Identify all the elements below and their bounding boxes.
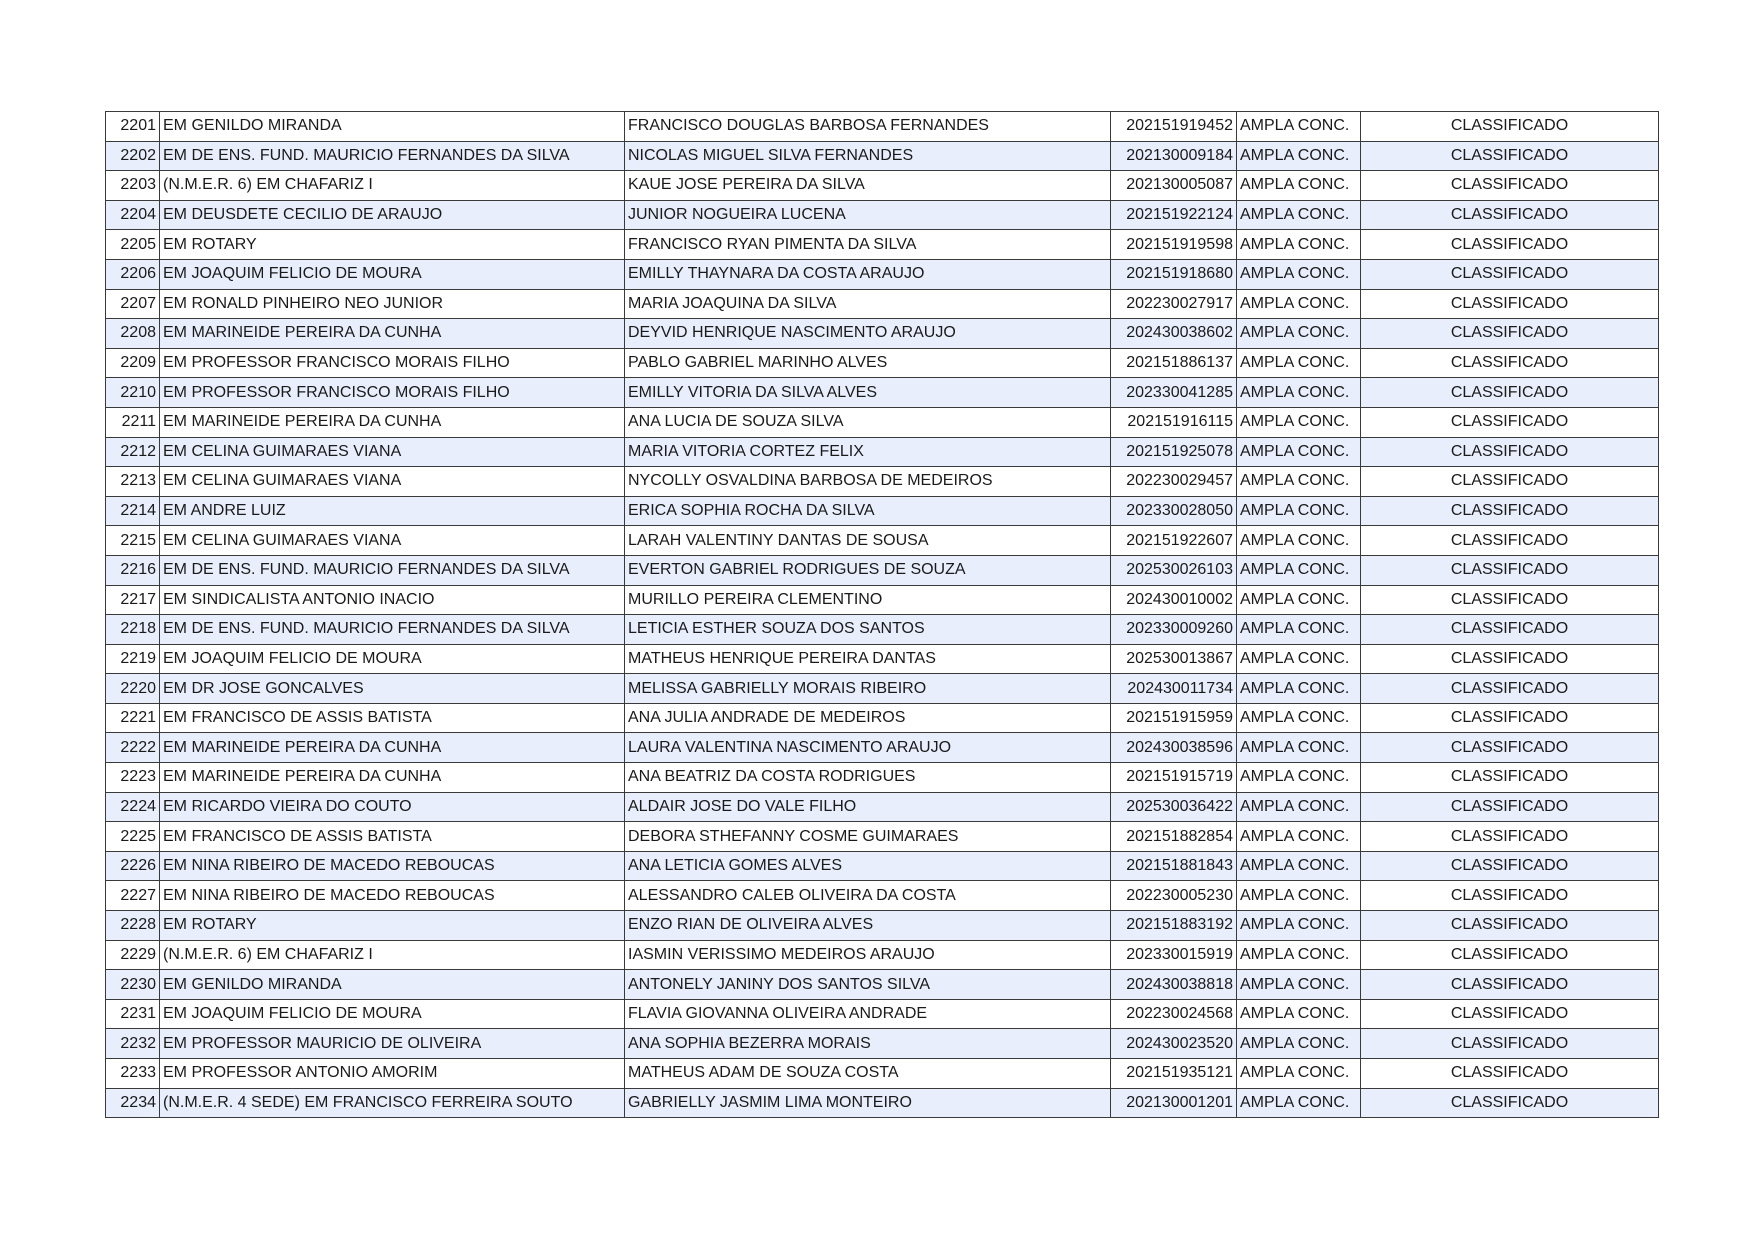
table-row [106, 851, 1659, 881]
competition-type-cell: AMPLA CONC. [1237, 526, 1361, 556]
student-name-cell: LARAH VALENTINY DANTAS DE SOUSA [625, 526, 1111, 556]
table-row [106, 526, 1659, 556]
student-name-cell: ANA JULIA ANDRADE DE MEDEIROS [625, 703, 1111, 733]
row-number-cell: 2222 [106, 733, 160, 763]
competition-type-cell: AMPLA CONC. [1237, 999, 1361, 1029]
status-cell: CLASSIFICADO [1361, 555, 1659, 585]
registration-id-cell: 202430010002 [1111, 585, 1237, 615]
status-cell: CLASSIFICADO [1361, 259, 1659, 289]
table-row [106, 674, 1659, 704]
school-cell: EM GENILDO MIRANDA [160, 970, 625, 1000]
competition-type-cell: AMPLA CONC. [1237, 881, 1361, 911]
competition-type-cell: AMPLA CONC. [1237, 911, 1361, 941]
competition-type-cell: AMPLA CONC. [1237, 171, 1361, 201]
row-number-cell: 2217 [106, 585, 160, 615]
row-number-cell: 2223 [106, 763, 160, 793]
school-cell: EM MARINEIDE PEREIRA DA CUNHA [160, 407, 625, 437]
registration-id-cell: 202151881843 [1111, 851, 1237, 881]
competition-type-cell: AMPLA CONC. [1237, 555, 1361, 585]
school-cell: EM DE ENS. FUND. MAURICIO FERNANDES DA SILVA [160, 141, 625, 171]
row-number-cell: 2206 [106, 259, 160, 289]
table-row [106, 940, 1659, 970]
registration-id-cell: 202151922124 [1111, 200, 1237, 230]
student-name-cell: GABRIELLY JASMIM LIMA MONTEIRO [625, 1088, 1111, 1118]
table-row [106, 348, 1659, 378]
table-row [106, 644, 1659, 674]
row-number-cell: 2204 [106, 200, 160, 230]
status-cell: CLASSIFICADO [1361, 940, 1659, 970]
student-name-cell: DEBORA STHEFANNY COSME GUIMARAES [625, 822, 1111, 852]
school-cell: EM NINA RIBEIRO DE MACEDO REBOUCAS [160, 851, 625, 881]
table-row [106, 911, 1659, 941]
school-cell: EM DE ENS. FUND. MAURICIO FERNANDES DA SILVA [160, 615, 625, 645]
table-row [106, 703, 1659, 733]
row-number-cell: 2231 [106, 999, 160, 1029]
row-number-cell: 2234 [106, 1088, 160, 1118]
student-name-cell: DEYVID HENRIQUE NASCIMENTO ARAUJO [625, 319, 1111, 349]
registration-id-cell: 202230024568 [1111, 999, 1237, 1029]
student-name-cell: FLAVIA GIOVANNA OLIVEIRA ANDRADE [625, 999, 1111, 1029]
school-cell: EM DEUSDETE CECILIO DE ARAUJO [160, 200, 625, 230]
competition-type-cell: AMPLA CONC. [1237, 615, 1361, 645]
school-cell: EM ROTARY [160, 230, 625, 260]
table-row [106, 141, 1659, 171]
student-name-cell: PABLO GABRIEL MARINHO ALVES [625, 348, 1111, 378]
status-cell: CLASSIFICADO [1361, 378, 1659, 408]
registration-id-cell: 202230005230 [1111, 881, 1237, 911]
competition-type-cell: AMPLA CONC. [1237, 407, 1361, 437]
school-cell: EM FRANCISCO DE ASSIS BATISTA [160, 822, 625, 852]
row-number-cell: 2208 [106, 319, 160, 349]
table-row [106, 407, 1659, 437]
table-row [106, 822, 1659, 852]
competition-type-cell: AMPLA CONC. [1237, 259, 1361, 289]
school-cell: EM CELINA GUIMARAES VIANA [160, 467, 625, 497]
student-name-cell: ANA LETICIA GOMES ALVES [625, 851, 1111, 881]
school-cell: EM RONALD PINHEIRO NEO JUNIOR [160, 289, 625, 319]
row-number-cell: 2224 [106, 792, 160, 822]
registration-id-cell: 202130009184 [1111, 141, 1237, 171]
status-cell: CLASSIFICADO [1361, 526, 1659, 556]
student-name-cell: FRANCISCO DOUGLAS BARBOSA FERNANDES [625, 112, 1111, 142]
table-row [106, 792, 1659, 822]
table-row [106, 496, 1659, 526]
row-number-cell: 2210 [106, 378, 160, 408]
status-cell: CLASSIFICADO [1361, 1088, 1659, 1118]
school-cell: EM GENILDO MIRANDA [160, 112, 625, 142]
registration-id-cell: 202430038596 [1111, 733, 1237, 763]
row-number-cell: 2233 [106, 1059, 160, 1089]
status-cell: CLASSIFICADO [1361, 171, 1659, 201]
table-row [106, 319, 1659, 349]
table-row [106, 615, 1659, 645]
school-cell: (N.M.E.R. 6) EM CHAFARIZ I [160, 940, 625, 970]
status-cell: CLASSIFICADO [1361, 733, 1659, 763]
registration-id-cell: 202230027917 [1111, 289, 1237, 319]
student-name-cell: MATHEUS ADAM DE SOUZA COSTA [625, 1059, 1111, 1089]
competition-type-cell: AMPLA CONC. [1237, 230, 1361, 260]
student-name-cell: KAUE JOSE PEREIRA DA SILVA [625, 171, 1111, 201]
school-cell: EM MARINEIDE PEREIRA DA CUNHA [160, 763, 625, 793]
table-row [106, 970, 1659, 1000]
status-cell: CLASSIFICADO [1361, 319, 1659, 349]
registration-id-cell: 202530026103 [1111, 555, 1237, 585]
registration-id-cell: 202151882854 [1111, 822, 1237, 852]
status-cell: CLASSIFICADO [1361, 289, 1659, 319]
competition-type-cell: AMPLA CONC. [1237, 1088, 1361, 1118]
row-number-cell: 2228 [106, 911, 160, 941]
student-name-cell: NICOLAS MIGUEL SILVA FERNANDES [625, 141, 1111, 171]
student-name-cell: ANA LUCIA DE SOUZA SILVA [625, 407, 1111, 437]
status-cell: CLASSIFICADO [1361, 348, 1659, 378]
school-cell: EM NINA RIBEIRO DE MACEDO REBOUCAS [160, 881, 625, 911]
registration-id-cell: 202151886137 [1111, 348, 1237, 378]
competition-type-cell: AMPLA CONC. [1237, 112, 1361, 142]
school-cell: EM DE ENS. FUND. MAURICIO FERNANDES DA SILVA [160, 555, 625, 585]
competition-type-cell: AMPLA CONC. [1237, 703, 1361, 733]
registration-id-cell: 202330015919 [1111, 940, 1237, 970]
school-cell: (N.M.E.R. 6) EM CHAFARIZ I [160, 171, 625, 201]
results-table [105, 111, 1659, 1118]
status-cell: CLASSIFICADO [1361, 911, 1659, 941]
registration-id-cell: 202430038602 [1111, 319, 1237, 349]
competition-type-cell: AMPLA CONC. [1237, 437, 1361, 467]
competition-type-cell: AMPLA CONC. [1237, 1029, 1361, 1059]
competition-type-cell: AMPLA CONC. [1237, 851, 1361, 881]
status-cell: CLASSIFICADO [1361, 1029, 1659, 1059]
registration-id-cell: 202530013867 [1111, 644, 1237, 674]
row-number-cell: 2212 [106, 437, 160, 467]
student-name-cell: MELISSA GABRIELLY MORAIS RIBEIRO [625, 674, 1111, 704]
row-number-cell: 2229 [106, 940, 160, 970]
row-number-cell: 2202 [106, 141, 160, 171]
student-name-cell: ANA SOPHIA BEZERRA MORAIS [625, 1029, 1111, 1059]
school-cell: EM RICARDO VIEIRA DO COUTO [160, 792, 625, 822]
status-cell: CLASSIFICADO [1361, 763, 1659, 793]
school-cell: EM SINDICALISTA ANTONIO INACIO [160, 585, 625, 615]
competition-type-cell: AMPLA CONC. [1237, 644, 1361, 674]
registration-id-cell: 202151925078 [1111, 437, 1237, 467]
competition-type-cell: AMPLA CONC. [1237, 940, 1361, 970]
table-row [106, 259, 1659, 289]
row-number-cell: 2230 [106, 970, 160, 1000]
table-row [106, 112, 1659, 142]
competition-type-cell: AMPLA CONC. [1237, 348, 1361, 378]
school-cell: EM ANDRE LUIZ [160, 496, 625, 526]
status-cell: CLASSIFICADO [1361, 970, 1659, 1000]
status-cell: CLASSIFICADO [1361, 585, 1659, 615]
registration-id-cell: 202151919452 [1111, 112, 1237, 142]
student-name-cell: EMILLY VITORIA DA SILVA ALVES [625, 378, 1111, 408]
table-row [106, 200, 1659, 230]
school-cell: EM PROFESSOR MAURICIO DE OLIVEIRA [160, 1029, 625, 1059]
school-cell: EM DR JOSE GONCALVES [160, 674, 625, 704]
school-cell: EM FRANCISCO DE ASSIS BATISTA [160, 703, 625, 733]
table-row [106, 585, 1659, 615]
school-cell: EM ROTARY [160, 911, 625, 941]
table-row [106, 437, 1659, 467]
status-cell: CLASSIFICADO [1361, 467, 1659, 497]
student-name-cell: ANA BEATRIZ DA COSTA RODRIGUES [625, 763, 1111, 793]
competition-type-cell: AMPLA CONC. [1237, 378, 1361, 408]
registration-id-cell: 202151922607 [1111, 526, 1237, 556]
table-row [106, 230, 1659, 260]
registration-id-cell: 202151915959 [1111, 703, 1237, 733]
school-cell: EM JOAQUIM FELICIO DE MOURA [160, 644, 625, 674]
row-number-cell: 2220 [106, 674, 160, 704]
table-row [106, 1029, 1659, 1059]
row-number-cell: 2209 [106, 348, 160, 378]
student-name-cell: ALDAIR JOSE DO VALE FILHO [625, 792, 1111, 822]
status-cell: CLASSIFICADO [1361, 999, 1659, 1029]
registration-id-cell: 202151883192 [1111, 911, 1237, 941]
registration-id-cell: 202151935121 [1111, 1059, 1237, 1089]
student-name-cell: ENZO RIAN DE OLIVEIRA ALVES [625, 911, 1111, 941]
registration-id-cell: 202330028050 [1111, 496, 1237, 526]
student-name-cell: ANTONELY JANINY DOS SANTOS SILVA [625, 970, 1111, 1000]
status-cell: CLASSIFICADO [1361, 141, 1659, 171]
student-name-cell: FRANCISCO RYAN PIMENTA DA SILVA [625, 230, 1111, 260]
competition-type-cell: AMPLA CONC. [1237, 289, 1361, 319]
status-cell: CLASSIFICADO [1361, 792, 1659, 822]
competition-type-cell: AMPLA CONC. [1237, 733, 1361, 763]
row-number-cell: 2226 [106, 851, 160, 881]
registration-id-cell: 202151915719 [1111, 763, 1237, 793]
registration-id-cell: 202330041285 [1111, 378, 1237, 408]
table-row [106, 467, 1659, 497]
student-name-cell: EMILLY THAYNARA DA COSTA ARAUJO [625, 259, 1111, 289]
row-number-cell: 2213 [106, 467, 160, 497]
competition-type-cell: AMPLA CONC. [1237, 792, 1361, 822]
student-name-cell: LAURA VALENTINA NASCIMENTO ARAUJO [625, 733, 1111, 763]
table-row [106, 763, 1659, 793]
student-name-cell: ALESSANDRO CALEB OLIVEIRA DA COSTA [625, 881, 1111, 911]
status-cell: CLASSIFICADO [1361, 200, 1659, 230]
school-cell: EM JOAQUIM FELICIO DE MOURA [160, 999, 625, 1029]
status-cell: CLASSIFICADO [1361, 496, 1659, 526]
competition-type-cell: AMPLA CONC. [1237, 1059, 1361, 1089]
row-number-cell: 2232 [106, 1029, 160, 1059]
registration-id-cell: 202151919598 [1111, 230, 1237, 260]
registration-id-cell: 202330009260 [1111, 615, 1237, 645]
table-row [106, 733, 1659, 763]
student-name-cell: EVERTON GABRIEL RODRIGUES DE SOUZA [625, 555, 1111, 585]
student-name-cell: MATHEUS HENRIQUE PEREIRA DANTAS [625, 644, 1111, 674]
status-cell: CLASSIFICADO [1361, 407, 1659, 437]
competition-type-cell: AMPLA CONC. [1237, 319, 1361, 349]
row-number-cell: 2221 [106, 703, 160, 733]
row-number-cell: 2227 [106, 881, 160, 911]
student-name-cell: NYCOLLY OSVALDINA BARBOSA DE MEDEIROS [625, 467, 1111, 497]
row-number-cell: 2216 [106, 555, 160, 585]
row-number-cell: 2211 [106, 407, 160, 437]
school-cell: EM MARINEIDE PEREIRA DA CUNHA [160, 733, 625, 763]
student-name-cell: MARIA JOAQUINA DA SILVA [625, 289, 1111, 319]
status-cell: CLASSIFICADO [1361, 851, 1659, 881]
status-cell: CLASSIFICADO [1361, 112, 1659, 142]
registration-id-cell: 202530036422 [1111, 792, 1237, 822]
row-number-cell: 2218 [106, 615, 160, 645]
status-cell: CLASSIFICADO [1361, 703, 1659, 733]
status-cell: CLASSIFICADO [1361, 674, 1659, 704]
student-name-cell: IASMIN VERISSIMO MEDEIROS ARAUJO [625, 940, 1111, 970]
competition-type-cell: AMPLA CONC. [1237, 496, 1361, 526]
status-cell: CLASSIFICADO [1361, 1059, 1659, 1089]
table-row [106, 999, 1659, 1029]
student-name-cell: ERICA SOPHIA ROCHA DA SILVA [625, 496, 1111, 526]
table-row [106, 881, 1659, 911]
table-row [106, 1088, 1659, 1118]
registration-id-cell: 202430023520 [1111, 1029, 1237, 1059]
student-name-cell: MURILLO PEREIRA CLEMENTINO [625, 585, 1111, 615]
status-cell: CLASSIFICADO [1361, 230, 1659, 260]
status-cell: CLASSIFICADO [1361, 437, 1659, 467]
school-cell: EM PROFESSOR FRANCISCO MORAIS FILHO [160, 348, 625, 378]
row-number-cell: 2214 [106, 496, 160, 526]
row-number-cell: 2207 [106, 289, 160, 319]
table-row [106, 171, 1659, 201]
registration-id-cell: 202430038818 [1111, 970, 1237, 1000]
competition-type-cell: AMPLA CONC. [1237, 200, 1361, 230]
results-table-body [106, 112, 1659, 1118]
row-number-cell: 2203 [106, 171, 160, 201]
student-name-cell: JUNIOR NOGUEIRA LUCENA [625, 200, 1111, 230]
competition-type-cell: AMPLA CONC. [1237, 467, 1361, 497]
competition-type-cell: AMPLA CONC. [1237, 763, 1361, 793]
status-cell: CLASSIFICADO [1361, 822, 1659, 852]
registration-id-cell: 202130005087 [1111, 171, 1237, 201]
row-number-cell: 2219 [106, 644, 160, 674]
row-number-cell: 2215 [106, 526, 160, 556]
student-name-cell: MARIA VITORIA CORTEZ FELIX [625, 437, 1111, 467]
school-cell: EM CELINA GUIMARAES VIANA [160, 526, 625, 556]
student-name-cell: LETICIA ESTHER SOUZA DOS SANTOS [625, 615, 1111, 645]
school-cell: EM JOAQUIM FELICIO DE MOURA [160, 259, 625, 289]
registration-id-cell: 202151916115 [1111, 407, 1237, 437]
registration-id-cell: 202230029457 [1111, 467, 1237, 497]
competition-type-cell: AMPLA CONC. [1237, 674, 1361, 704]
registration-id-cell: 202430011734 [1111, 674, 1237, 704]
school-cell: EM MARINEIDE PEREIRA DA CUNHA [160, 319, 625, 349]
row-number-cell: 2225 [106, 822, 160, 852]
registration-id-cell: 202130001201 [1111, 1088, 1237, 1118]
table-row [106, 1059, 1659, 1089]
competition-type-cell: AMPLA CONC. [1237, 585, 1361, 615]
row-number-cell: 2201 [106, 112, 160, 142]
status-cell: CLASSIFICADO [1361, 615, 1659, 645]
table-row [106, 555, 1659, 585]
table-row [106, 289, 1659, 319]
status-cell: CLASSIFICADO [1361, 881, 1659, 911]
competition-type-cell: AMPLA CONC. [1237, 141, 1361, 171]
school-cell: EM PROFESSOR FRANCISCO MORAIS FILHO [160, 378, 625, 408]
school-cell: (N.M.E.R. 4 SEDE) EM FRANCISCO FERREIRA SOUTO [160, 1088, 625, 1118]
competition-type-cell: AMPLA CONC. [1237, 822, 1361, 852]
competition-type-cell: AMPLA CONC. [1237, 970, 1361, 1000]
table-row [106, 378, 1659, 408]
row-number-cell: 2205 [106, 230, 160, 260]
status-cell: CLASSIFICADO [1361, 644, 1659, 674]
school-cell: EM CELINA GUIMARAES VIANA [160, 437, 625, 467]
registration-id-cell: 202151918680 [1111, 259, 1237, 289]
school-cell: EM PROFESSOR ANTONIO AMORIM [160, 1059, 625, 1089]
